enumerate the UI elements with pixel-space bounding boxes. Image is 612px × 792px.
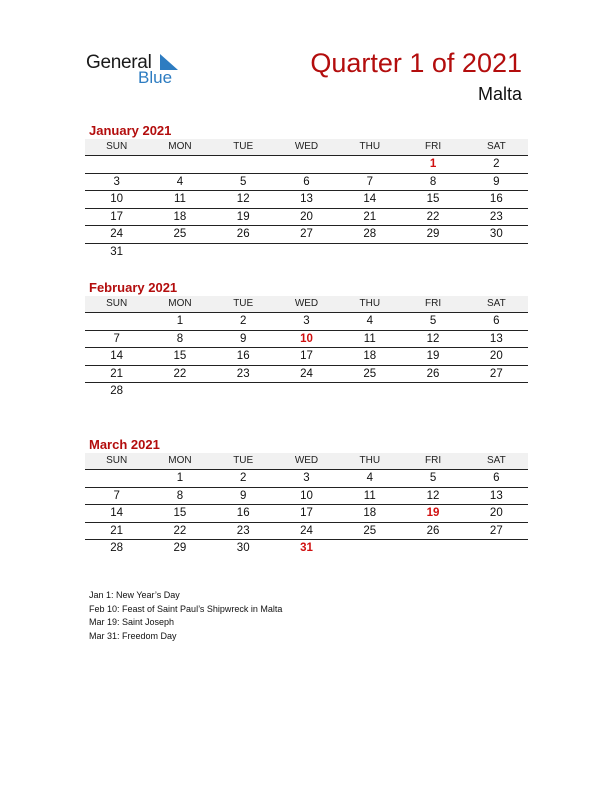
weekday-label: SUN (106, 455, 128, 466)
day-cell: 29 (426, 228, 440, 240)
day-cell: 24 (110, 228, 124, 240)
weekday-label: WED (294, 298, 319, 309)
week-row (85, 470, 528, 488)
day-cell: 23 (489, 210, 503, 223)
day-cell: 18 (363, 350, 377, 362)
day-cell: 9 (240, 489, 247, 502)
day-cell: 7 (113, 489, 120, 502)
day-cell: 2 (493, 158, 500, 170)
day-cell: 15 (173, 507, 187, 519)
week-row (85, 540, 528, 557)
day-cell: 8 (176, 489, 184, 502)
day-cell: 23 (236, 367, 250, 380)
week-row (85, 505, 528, 523)
empty-day-cell (275, 244, 338, 261)
empty-day-cell (275, 156, 338, 173)
empty-day-cell (338, 540, 401, 557)
day-cell: 12 (426, 489, 440, 502)
day-cell: 5 (429, 472, 437, 484)
empty-day-cell (275, 383, 338, 400)
week-row (85, 366, 528, 384)
day-cell: 11 (363, 489, 376, 502)
day-cell: 3 (113, 175, 120, 188)
empty-day-cell (465, 383, 528, 400)
week-row (85, 523, 528, 541)
month-title: January 2021 (89, 123, 172, 138)
weekday-label: THU (359, 141, 381, 152)
day-cell: 18 (173, 210, 187, 223)
day-cell: 12 (426, 332, 440, 345)
day-cell: 17 (300, 350, 313, 362)
day-cell: 6 (493, 315, 500, 327)
day-cell: 14 (110, 350, 124, 362)
day-cell: 1 (176, 315, 184, 327)
weekday-header-row (85, 453, 528, 470)
day-cell: 30 (489, 228, 503, 240)
empty-day-cell (401, 540, 464, 557)
day-cell: 21 (363, 210, 377, 223)
empty-day-cell (212, 383, 275, 400)
day-cell: 14 (110, 507, 124, 519)
month-weeks (85, 313, 528, 400)
day-cell: 8 (176, 332, 184, 345)
weekday-header-row (85, 139, 528, 156)
day-cell: 12 (236, 193, 250, 205)
weekday-label: WED (294, 141, 319, 152)
weekday-label: MON (168, 141, 192, 152)
week-row (85, 348, 528, 366)
empty-day-cell (85, 313, 148, 330)
empty-day-cell (148, 156, 211, 173)
weekday-label: THU (359, 455, 381, 466)
day-cell: 16 (236, 507, 250, 519)
logo-text-blue: Blue (138, 68, 173, 87)
weekday-label: FRI (424, 141, 442, 152)
day-cell: 28 (110, 542, 124, 554)
day-cell: 3 (303, 315, 310, 327)
week-row (85, 488, 528, 506)
empty-day-cell (401, 244, 464, 261)
weekday-label: WED (294, 455, 319, 466)
day-cell: 1 (176, 472, 184, 484)
page-title: Quarter 1 of 2021 (310, 48, 522, 78)
empty-day-cell (465, 244, 528, 261)
day-cell: 5 (240, 175, 247, 188)
day-cell: 2 (240, 315, 247, 327)
day-cell: 19 (426, 350, 440, 362)
day-cell: 11 (363, 332, 376, 345)
empty-day-cell (85, 156, 148, 173)
week-row (85, 209, 528, 227)
week-row (85, 156, 528, 174)
empty-day-cell (465, 540, 528, 557)
empty-day-cell (148, 383, 211, 400)
day-cell: 30 (236, 542, 250, 554)
day-cell: 17 (300, 507, 313, 519)
day-cell: 4 (366, 315, 373, 327)
day-cell: 27 (300, 228, 313, 240)
week-row (85, 331, 528, 349)
day-cell: 29 (173, 542, 187, 554)
weekday-header-row (85, 296, 528, 313)
holiday-list-item: Mar 19: Saint Joseph (89, 617, 175, 627)
day-cell: 28 (363, 228, 377, 240)
weekday-label: TUE (233, 298, 254, 309)
empty-day-cell (338, 244, 401, 261)
day-cell: 16 (236, 350, 250, 362)
day-cell: 13 (300, 193, 313, 205)
day-cell: 19 (426, 507, 440, 519)
day-cell: 16 (489, 193, 503, 205)
day-cell: 22 (173, 367, 187, 380)
month-weeks (85, 470, 528, 557)
weekday-label: MON (168, 298, 192, 309)
weekday-label: SUN (106, 141, 128, 152)
day-cell: 7 (366, 175, 373, 188)
month-calendar-january (85, 122, 528, 260)
week-row (85, 191, 528, 209)
day-cell: 31 (110, 245, 124, 258)
day-cell: 10 (300, 489, 313, 502)
day-cell: 22 (173, 524, 187, 537)
day-cell: 6 (303, 175, 310, 188)
weekday-label: SAT (486, 298, 506, 309)
empty-day-cell (212, 156, 275, 173)
day-cell: 10 (300, 332, 313, 345)
weekday-label: TUE (233, 141, 254, 152)
day-cell: 27 (489, 524, 503, 537)
month-title: February 2021 (89, 280, 178, 295)
day-cell: 31 (300, 542, 313, 554)
weekday-label: SUN (106, 298, 128, 309)
month-calendar-march (85, 436, 528, 557)
day-cell: 26 (426, 367, 440, 380)
logo (86, 52, 196, 88)
day-cell: 26 (236, 228, 250, 240)
day-cell: 10 (110, 193, 124, 205)
day-cell: 22 (426, 210, 440, 223)
day-cell: 7 (113, 332, 120, 345)
day-cell: 9 (493, 175, 500, 188)
day-cell: 3 (303, 472, 310, 484)
day-cell: 17 (110, 210, 124, 223)
day-cell: 11 (173, 193, 186, 205)
week-row (85, 383, 528, 400)
empty-day-cell (401, 383, 464, 400)
day-cell: 4 (176, 175, 184, 188)
day-cell: 25 (363, 524, 377, 537)
day-cell: 8 (429, 175, 437, 188)
month-weeks (85, 156, 528, 260)
month-title: March 2021 (89, 437, 160, 452)
holiday-list-item: Jan 1: New Year’s Day (89, 590, 180, 600)
month-calendar-february (85, 279, 528, 400)
day-cell: 20 (489, 507, 503, 519)
day-cell: 25 (363, 367, 377, 380)
day-cell: 19 (236, 210, 250, 223)
day-cell: 6 (493, 472, 500, 484)
empty-day-cell (212, 244, 275, 261)
weekday-label: FRI (424, 298, 442, 309)
holiday-list (89, 589, 282, 643)
weekday-label: TUE (233, 455, 254, 466)
day-cell: 21 (110, 367, 124, 380)
empty-day-cell (338, 383, 401, 400)
weekday-label: FRI (424, 455, 442, 466)
day-cell: 28 (110, 385, 124, 397)
day-cell: 18 (363, 507, 377, 519)
day-cell: 27 (489, 367, 503, 380)
logo-text-general: General (86, 52, 152, 73)
week-row (85, 244, 528, 261)
weekday-label: SAT (486, 141, 506, 152)
week-row (85, 226, 528, 244)
week-row (85, 313, 528, 331)
weekday-label: THU (359, 298, 381, 309)
empty-day-cell (148, 244, 211, 261)
day-cell: 9 (240, 332, 247, 345)
day-cell: 25 (173, 228, 187, 240)
week-row (85, 174, 528, 192)
day-cell: 15 (173, 350, 187, 362)
country-name: Malta (477, 84, 522, 104)
day-cell: 21 (110, 524, 124, 537)
day-cell: 2 (240, 472, 247, 484)
holiday-list-item: Mar 31: Freedom Day (89, 630, 177, 641)
day-cell: 23 (236, 524, 250, 537)
day-cell: 14 (363, 193, 377, 205)
day-cell: 1 (429, 158, 437, 170)
day-cell: 24 (300, 367, 313, 380)
day-cell: 13 (489, 332, 503, 345)
day-cell: 20 (300, 210, 313, 223)
day-cell: 4 (366, 472, 373, 484)
day-cell: 24 (300, 524, 313, 537)
day-cell: 15 (426, 193, 440, 205)
weekday-label: SAT (486, 455, 506, 466)
weekday-label: MON (168, 455, 192, 466)
day-cell: 5 (429, 315, 437, 327)
day-cell: 26 (426, 524, 440, 537)
empty-day-cell (338, 156, 401, 173)
empty-day-cell (85, 470, 148, 487)
day-cell: 13 (489, 489, 503, 502)
holiday-list-item: Feb 10: Feast of Saint Paul’s Shipwreck in Malta (89, 603, 283, 614)
day-cell: 20 (489, 350, 503, 362)
